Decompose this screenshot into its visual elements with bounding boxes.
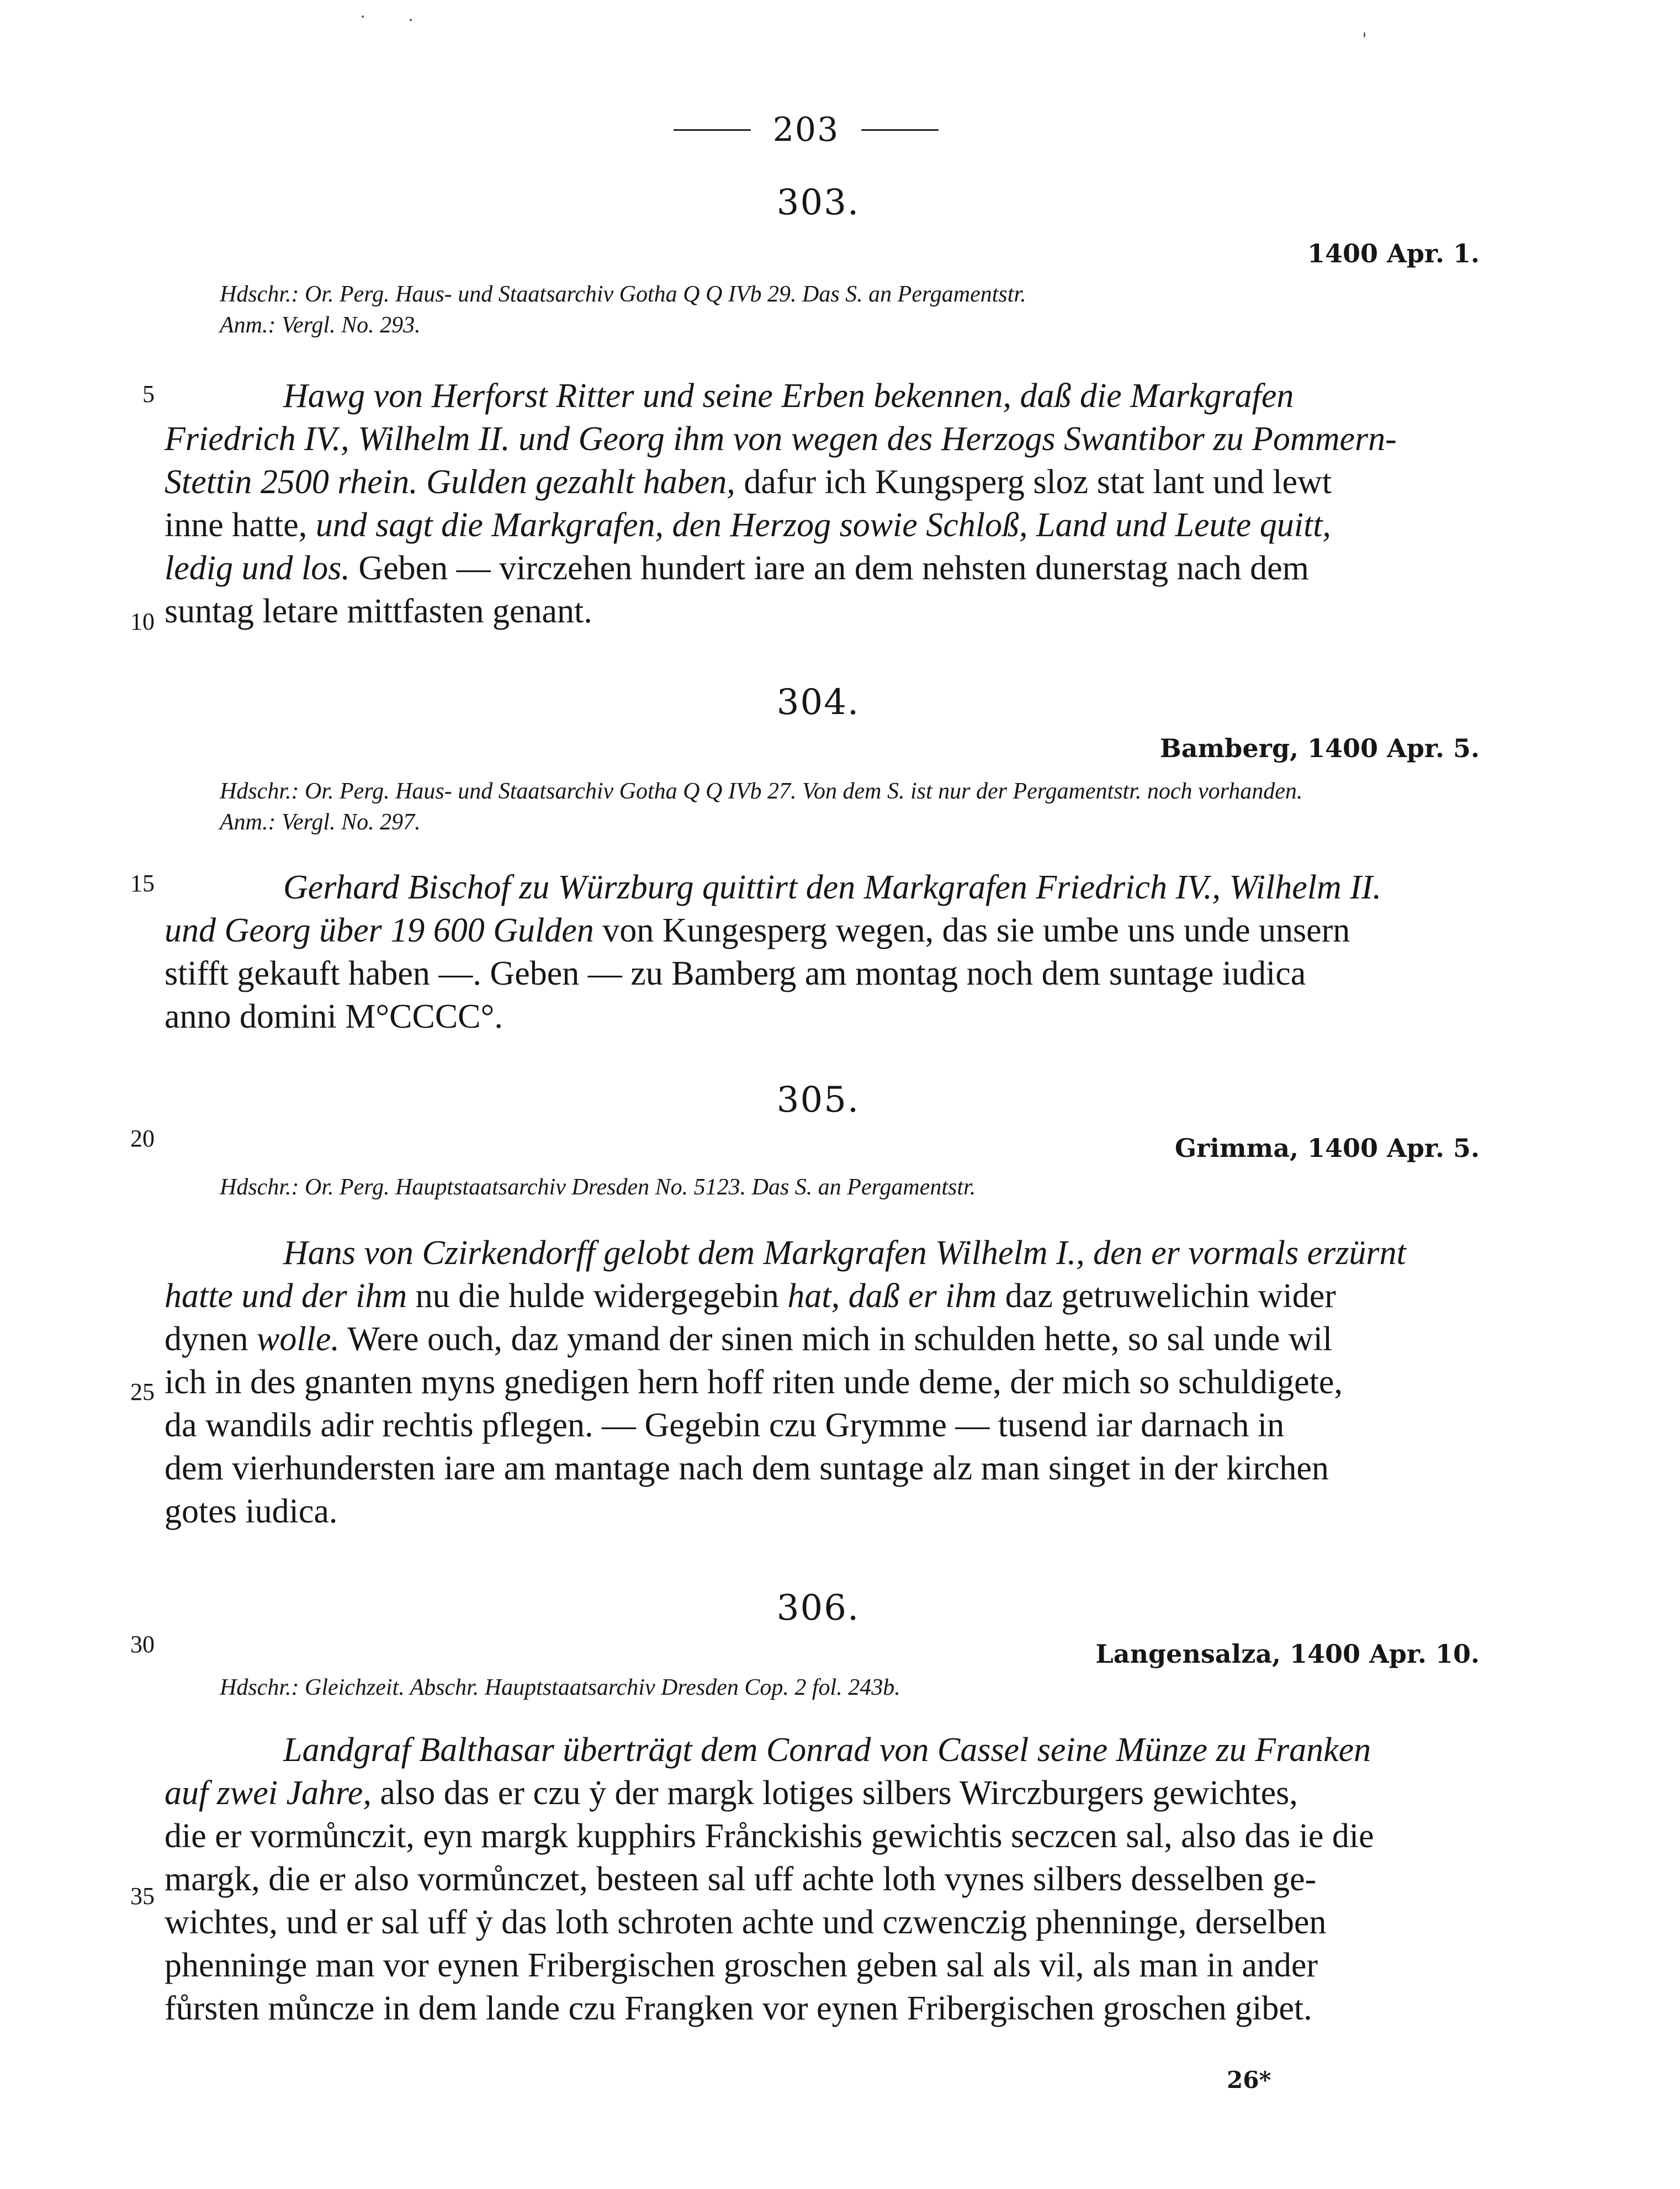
text-line	[165, 504, 1397, 547]
entry-305-number: 305.	[776, 1080, 860, 1120]
text-line	[165, 1901, 1374, 1944]
entry-303-text	[165, 374, 1397, 633]
text-run: wichtes, und er sal uff ẏ das loth schroten achte und czwenczig phenninge, derselben	[165, 1904, 1327, 1941]
text-run: wolle.	[257, 1320, 340, 1358]
text-run: Friedrich IV., Wilhelm II. und Georg ihm von wegen des Herzogs Swantibor zu Pommern-	[165, 420, 1397, 458]
header-rule-right	[861, 129, 939, 131]
line-number-20: 20	[130, 1125, 155, 1152]
text-line	[165, 1447, 1406, 1490]
text-line	[165, 1944, 1374, 1987]
text-run: da wandils adir rechtis pflegen. — Gegebin czu Grymme — tusend iar darnach in	[165, 1407, 1285, 1444]
entry-304-source	[220, 776, 1302, 838]
source-line: Hdschr.: Or. Perg. Haus- und Staatsarchiv Gotha Q Q IVb 29. Das S. an Pergamentstr.	[220, 282, 1026, 307]
entry-306-source	[220, 1672, 900, 1703]
text-run: die er vormůnczit, eyn margk kupphirs Frånckishis gewichtis seczcen sal, also das ie die	[165, 1817, 1374, 1855]
text-run: gotes iudica.	[165, 1493, 338, 1530]
text-run: fůrsten můncze in dem lande czu Frangken vor eynen Fribergischen groschen gibet.	[165, 1990, 1312, 2027]
text-run: anno domini M°CCCC°.	[165, 998, 503, 1035]
text-line	[165, 1772, 1374, 1815]
text-run: Landgraf Balthasar überträgt dem Conrad von Cassel seine Münze zu Franken	[283, 1731, 1371, 1769]
text-line	[165, 1728, 1374, 1772]
source-line: Hdschr.: Gleichzeit. Abschr. Hauptstaatsarchiv Dresden Cop. 2 fol. 243b.	[220, 1675, 900, 1700]
text-line	[165, 1404, 1406, 1447]
scan-speck	[410, 19, 412, 21]
entry-306-number: 306.	[776, 1588, 860, 1628]
line-number-15: 15	[130, 870, 155, 897]
scan-speck	[362, 15, 364, 18]
text-line	[165, 1815, 1374, 1858]
text-run: dynen	[165, 1320, 257, 1358]
text-line	[165, 461, 1397, 504]
entry-304-text	[165, 866, 1381, 1038]
text-run: dem vierhundersten iare am mantage nach dem suntage alz man singet in der kirchen	[165, 1450, 1329, 1487]
line-number-30: 30	[130, 1631, 155, 1658]
entry-305-source	[220, 1172, 976, 1203]
page-header	[651, 105, 961, 155]
line-number-25: 25	[130, 1378, 155, 1405]
source-line: Anm.: Vergl. No. 297.	[220, 810, 421, 835]
text-line	[165, 866, 1381, 909]
text-line	[165, 374, 1397, 417]
source-line: Anm.: Vergl. No. 293.	[220, 313, 421, 338]
text-run: von Kungesperg wegen, das sie umbe uns unde unsern	[593, 912, 1350, 949]
entry-304-number: 304.	[776, 682, 860, 723]
text-run: inne hatte,	[165, 506, 316, 544]
text-line	[165, 1231, 1406, 1275]
text-run: hat, daß er ihm	[787, 1277, 997, 1315]
text-line	[165, 547, 1397, 590]
entry-303-source	[220, 279, 1026, 341]
line-number-5: 5	[142, 380, 155, 408]
text-run: Stettin 2500 rhein. Gulden gezahlt haben,	[165, 463, 735, 501]
text-run: Hans von Czirkendorff gelobt dem Markgrafen Wilhelm I., den er vormals erzürnt	[283, 1234, 1406, 1272]
text-line	[165, 995, 1381, 1038]
source-line: Hdschr.: Or. Perg. Haus- und Staatsarchiv Gotha Q Q IVb 27. Von dem S. ist nur der Pergamentstr. noch vorhanden.	[220, 779, 1303, 804]
entry-303-number: 303.	[776, 182, 860, 223]
signature-mark: 26*	[1227, 2066, 1271, 2093]
text-run: ich in des gnanten myns gnedigen hern hoff riten unde deme, der mich so schuldigete,	[165, 1363, 1343, 1401]
entry-306-text	[165, 1728, 1374, 2030]
entry-305-date: Grimma, 1400 Apr. 5.	[1174, 1133, 1480, 1163]
text-run: und sagt die Markgrafen, den Herzog sowie Schloß, Land und Leute quitt,	[315, 506, 1331, 544]
text-run: margk, die er also vormůnczet, besteen sal uff achte loth vynes silbers desselben ge-	[165, 1860, 1317, 1898]
text-run: dafur ich Kungsperg sloz stat lant und lewt	[735, 463, 1332, 501]
text-line	[165, 1987, 1374, 2030]
line-number-10: 10	[130, 608, 155, 635]
text-line	[165, 1361, 1406, 1404]
text-run: also das er czu ẏ der margk lotiges silbers Wirczburgers gewichtes,	[371, 1774, 1298, 1812]
text-run: daz getruwelichin wider	[997, 1277, 1336, 1315]
line-number-35: 35	[130, 1883, 155, 1910]
entry-306-date: Langensalza, 1400 Apr. 10.	[1095, 1639, 1480, 1669]
entry-304-date: Bamberg, 1400 Apr. 5.	[1159, 733, 1480, 763]
text-run: stifft gekauft haben —. Geben — zu Bamberg am montag noch dem suntage iudica	[165, 955, 1306, 992]
text-run: Gerhard Bischof zu Würzburg quittirt den Markgrafen Friedrich IV., Wilhelm II.	[283, 869, 1382, 906]
text-line	[165, 1490, 1406, 1533]
text-run: phenninge man vor eynen Fribergischen groschen geben sal als vil, als man in ander	[165, 1947, 1318, 1984]
text-run: auf zwei Jahre,	[165, 1774, 372, 1812]
text-line	[165, 952, 1381, 995]
scan-speck	[1364, 32, 1365, 38]
source-line: Hdschr.: Or. Perg. Hauptstaatsarchiv Dresden No. 5123. Das S. an Pergamentstr.	[220, 1175, 976, 1200]
text-run: ledig und los.	[165, 549, 350, 587]
text-line	[165, 1318, 1406, 1361]
header-rule-left	[674, 129, 751, 131]
entry-305-text	[165, 1231, 1406, 1533]
text-run: nu die hulde widergegebin	[407, 1277, 788, 1315]
text-line	[165, 417, 1397, 461]
text-run: suntag letare mittfasten genant.	[165, 593, 592, 630]
text-line	[165, 1858, 1374, 1901]
text-run: Hawg von Herforst Ritter und seine Erben bekennen, daß die Markgrafen	[283, 377, 1294, 415]
text-run: und Georg über 19 600 Gulden	[165, 912, 594, 949]
text-run: Geben — virczehen hundert iare an dem nehsten dunerstag nach dem	[349, 549, 1309, 587]
page-number: 203	[772, 110, 840, 149]
text-line	[165, 909, 1381, 952]
text-run: hatte und der ihm	[165, 1277, 407, 1315]
text-line	[165, 590, 1397, 633]
text-run: Were ouch, daz ymand der sinen mich in schulden hette, so sal unde wil	[339, 1320, 1333, 1358]
entry-303-date: 1400 Apr. 1.	[1307, 239, 1480, 268]
text-line	[165, 1275, 1406, 1318]
